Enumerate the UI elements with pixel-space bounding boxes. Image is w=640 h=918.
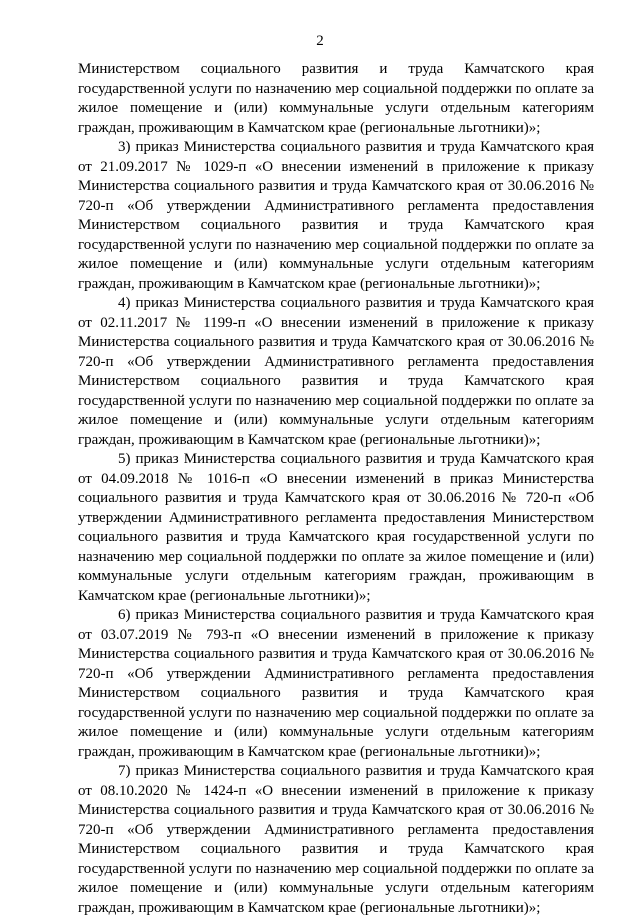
paragraph-item-6: 6) приказ Министерства социального развития и труда Камчатского края от 03.07.2019 № 793-п «О внесении изменений в приложение к приказу Министерства социального развития и труда Камчатского края от 30.06.2016 № 720-п «Об утверждении Административного регламента предоставления Министерством социального развития и труда Камчатского края государственной услуги по назначению мер социальной поддержки по оплате за жилое помещение и (или) коммунальные услуги отдельным категориям граждан, проживающим в Камчатском крае (региональные льготники)»; — [78, 607, 594, 760]
page-number: 2 — [316, 33, 324, 49]
paragraph-continuation: Министерством социального развития и труда Камчатского края государственной услуги по назначению мер социальной поддержки по оплате за жилое помещение и (или) коммунальные услуги отдельным категориям граждан, проживающим в Камчатском крае (региональные льготники)»; — [78, 61, 594, 136]
paragraph-item-3: 3) приказ Министерства социального развития и труда Камчатского края от 21.09.2017 № 1029-п «О внесении изменений в приложение к приказу Министерства социального развития и труда Камчатского края от 30.06.2016 № 720-п «Об утверждении Административного регламента предоставления Министерством социального развития и труда Камчатского края государственной услуги по назначению мер социальной поддержки по оплате за жилое помещение и (или) коммунальные услуги отдельным категориям граждан, проживающим в Камчатском крае (региональные льготники)»; — [78, 139, 594, 292]
paragraph-item-7: 7) приказ Министерства социального развития и труда Камчатского края от 08.10.2020 № 1424-п «О внесении изменений в приложение к приказу Министерства социального развития и труда Камчатского края от 30.06.2016 № 720-п «Об утверждении Административного регламента предоставления Министерством социального развития и труда Камчатского края государственной услуги по назначению мер социальной поддержки по оплате за жилое помещение и (или) коммунальные услуги отдельным категориям граждан, проживающим в Камчатском крае (региональные льготники)»; — [78, 763, 594, 916]
paragraph-item-5: 5) приказ Министерства социального развития и труда Камчатского края от 04.09.2018 № 1016-п «О внесении изменений в приказ Министерства социального развития и труда Камчатского края от 30.06.2016 № 720-п «Об утверждении Административного регламента предоставления Министерством социального развития и труда Камчатского края государственной услуги по назначению мер социальной поддержки по оплате за жилое помещение и (или) коммунальные услуги отдельным категориям граждан, проживающим в Камчатском крае (региональные льготники)»; — [78, 451, 594, 604]
paragraph-item-4: 4) приказ Министерства социального развития и труда Камчатского края от 02.11.2017 № 1199-п «О внесении изменений в приложение к приказу Министерства социального развития и труда Камчатского края от 30.06.2016 № 720-п «Об утверждении Административного регламента предоставления Министерством социального развития и труда Камчатского края государственной услуги по назначению мер социальной поддержки по оплате за жилое помещение и (или) коммунальные услуги отдельным категориям граждан, проживающим в Камчатском крае (региональные льготники)»; — [78, 295, 594, 448]
document-body — [78, 60, 594, 918]
